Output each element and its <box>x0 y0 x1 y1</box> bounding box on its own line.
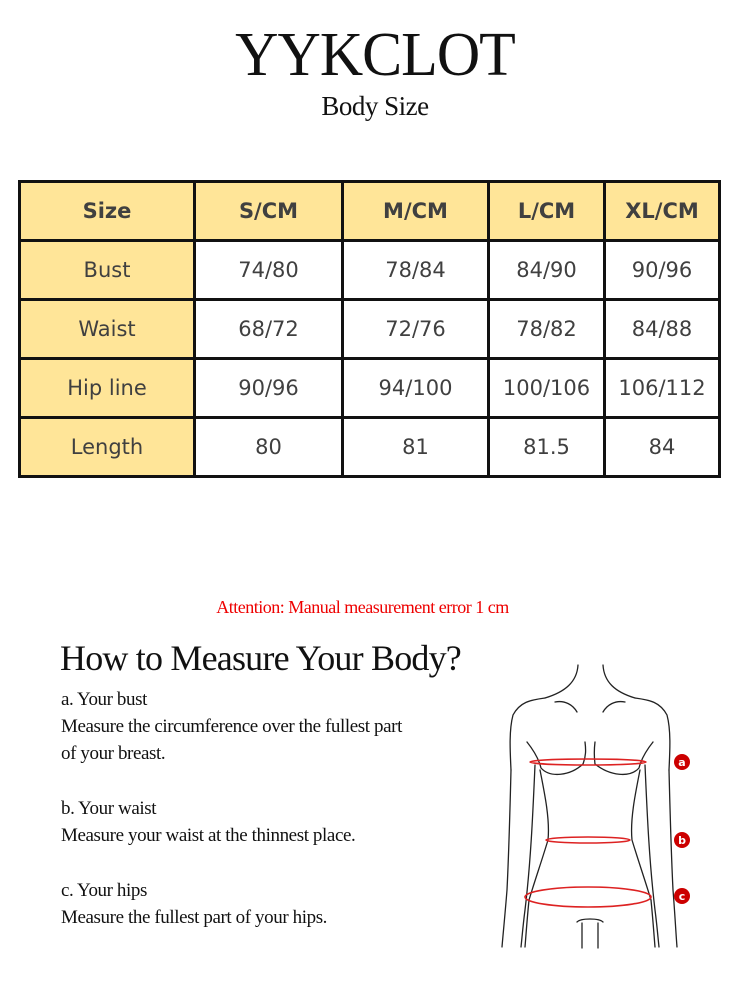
table-cell: 84 <box>605 418 720 477</box>
step-bust <box>61 686 402 767</box>
svg-text:a: a <box>678 756 686 769</box>
table-cell: 84/88 <box>605 300 720 359</box>
size-chart-table <box>18 180 721 478</box>
table-cell: 74/80 <box>195 241 343 300</box>
waist-measure-line <box>546 837 630 843</box>
page-subtitle: Body Size <box>321 91 429 121</box>
column-header-m: M/CM <box>343 182 489 241</box>
step-text: Measure the circumference over the fullest part <box>61 716 402 737</box>
svg-text:c: c <box>678 890 686 903</box>
table-cell: 84/90 <box>489 241 605 300</box>
table-cell: 90/96 <box>605 241 720 300</box>
hips-measure-line <box>525 887 651 907</box>
table-cell: 80 <box>195 418 343 477</box>
brand-title: YYKCLOT <box>235 19 515 89</box>
step-heading: c. Your hips <box>61 880 147 901</box>
column-header-xl: XL/CM <box>605 182 720 241</box>
table-cell: 90/96 <box>195 359 343 418</box>
step-waist <box>61 795 402 849</box>
table-cell: 78/84 <box>343 241 489 300</box>
attention-note: Attention: Manual measurement error 1 cm <box>216 597 509 617</box>
column-header-s: S/CM <box>195 182 343 241</box>
marker-c-icon <box>674 888 690 904</box>
table-cell: 94/100 <box>343 359 489 418</box>
marker-b-icon <box>674 832 690 848</box>
marker-a-icon <box>674 754 690 770</box>
table-cell: 81 <box>343 418 489 477</box>
guide-title: How to Measure Your Body? <box>60 638 461 678</box>
svg-text:b: b <box>678 834 686 847</box>
table-row-waist <box>20 300 720 359</box>
table-cell: 106/112 <box>605 359 720 418</box>
column-header-size: Size <box>20 182 195 241</box>
row-label: Hip line <box>20 359 195 418</box>
step-hips <box>61 877 402 931</box>
step-text: of your breast. <box>61 743 166 764</box>
step-text: Measure the fullest part of your hips. <box>61 907 328 928</box>
row-label: Waist <box>20 300 195 359</box>
body-figure-illustration <box>495 660 715 960</box>
row-label: Length <box>20 418 195 477</box>
bust-measure-line <box>530 759 646 765</box>
table-cell: 78/82 <box>489 300 605 359</box>
table-row-hip-line <box>20 359 720 418</box>
row-label: Bust <box>20 241 195 300</box>
table-row-length <box>20 418 720 477</box>
table-cell: 100/106 <box>489 359 605 418</box>
measurement-steps <box>61 686 402 959</box>
table-header-row <box>20 182 720 241</box>
step-heading: a. Your bust <box>61 689 147 710</box>
step-text: Measure your waist at the thinnest place. <box>61 825 356 846</box>
table-cell: 68/72 <box>195 300 343 359</box>
step-heading: b. Your waist <box>61 798 157 819</box>
table-cell: 72/76 <box>343 300 489 359</box>
table-row-bust <box>20 241 720 300</box>
column-header-l: L/CM <box>489 182 605 241</box>
table-cell: 81.5 <box>489 418 605 477</box>
